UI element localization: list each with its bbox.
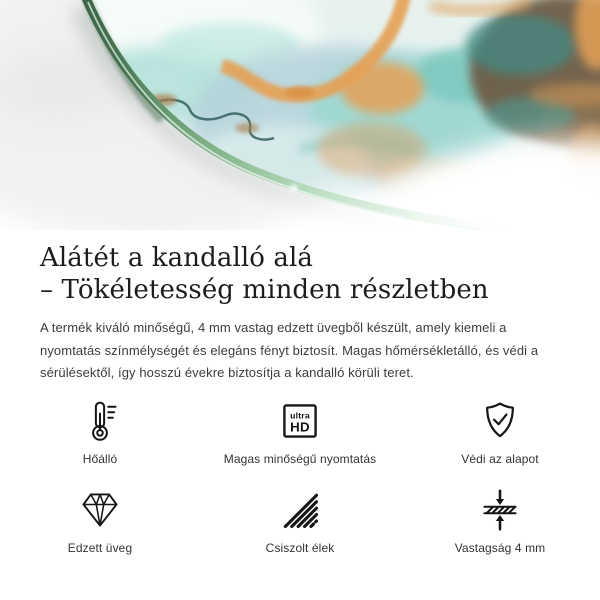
thickness-icon <box>478 488 522 532</box>
shield-check-icon <box>478 399 522 443</box>
feature-label: Csiszolt élek <box>265 540 335 555</box>
feature-thickness <box>400 488 600 555</box>
product-photo <box>0 0 600 230</box>
diamond-icon <box>78 488 122 532</box>
thermometer-icon <box>78 399 122 443</box>
glass-pad-art <box>0 0 600 230</box>
title-line-2: – Tökéletesség minden részletben <box>40 275 489 305</box>
title-line-1: Alátét a kandalló alá <box>40 243 314 273</box>
feature-heat-resistant <box>0 399 200 466</box>
feature-label: Edzett üveg <box>67 540 133 555</box>
polished-edges-icon <box>278 488 322 532</box>
svg-text:ultra: ultra <box>290 409 310 420</box>
feature-label: Vastagság 4 mm <box>454 540 546 555</box>
feature-protects-base <box>400 399 600 466</box>
page-title <box>40 242 560 306</box>
feature-high-quality-print <box>200 399 400 466</box>
feature-polished-edges <box>200 488 400 555</box>
feature-label: Védi az alapot <box>461 451 539 466</box>
features-grid <box>0 399 600 555</box>
svg-text:HD: HD <box>290 419 310 435</box>
feature-tempered-glass <box>0 488 200 555</box>
text-content <box>0 242 600 385</box>
product-description: A termék kiváló minőségű, 4 mm vastag edzett üvegből készült, amely kiemeli a nyomtatás színmélységét és elegáns fényt biztosít. Magas hőmérsékletálló, és védi a sérülésektől, így hosszú évekre biztosítja a kandalló körüli teret. <box>40 320 539 380</box>
ultra-hd-icon <box>278 399 322 443</box>
feature-label: Magas minőségű nyomtatás <box>223 451 377 466</box>
feature-label: Hőálló <box>82 451 118 466</box>
